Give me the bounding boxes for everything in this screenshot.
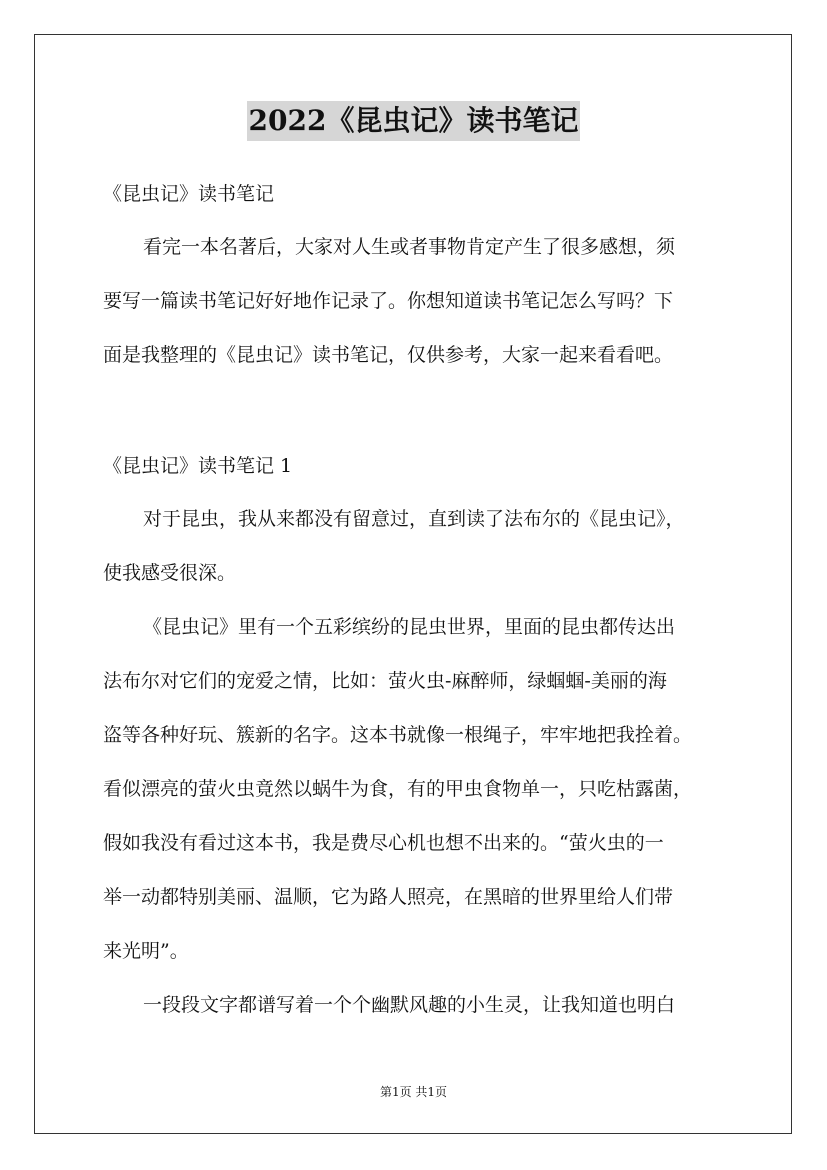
paragraph-line: 假如我没有看过这本书，我是费尽心机也想不出来的。“萤火虫的一	[103, 832, 664, 854]
paragraph-line: 举一动都特别美丽、温顺，它为路人照亮，在黑暗的世界里给人们带	[103, 886, 674, 908]
paragraph-line: 盗等各种好玩、簇新的名字。这本书就像一根绳子，牢牢地把我拴着。	[103, 724, 693, 746]
document-title: 2022《昆虫记》读书笔记	[247, 101, 581, 141]
intro-line: 要写一篇读书笔记好好地作记录了。你想知道读书笔记怎么写吗？下	[103, 290, 674, 312]
paragraph-line: 看似漂亮的萤火虫竟然以蜗牛为食，有的甲虫食物单一，只吃枯露菌，	[103, 778, 693, 800]
page-footer: 第1页 共1页	[379, 1085, 448, 1099]
title-container	[0, 101, 827, 141]
paragraph-line: 对于昆虫，我从来都没有留意过，直到读了法布尔的《昆虫记》，	[143, 508, 685, 530]
paragraph-line: 法布尔对它们的宠爱之情，比如：萤火虫-麻醉师，绿蝈蝈-美丽的海	[103, 670, 667, 692]
paragraph-line: 来光明”。	[103, 940, 189, 962]
paragraph-line: 使我感受很深。	[103, 562, 237, 584]
intro-line: 面是我整理的《昆虫记》读书笔记，仅供参考，大家一起来看看吧。	[103, 344, 674, 366]
document-subtitle: 《昆虫记》读书笔记	[103, 183, 275, 205]
paragraph-line: 《昆虫记》里有一个五彩缤纷的昆虫世界，里面的昆虫都传达出	[143, 616, 676, 638]
intro-line: 看完一本名著后，大家对人生或者事物肯定产生了很多感想，须	[143, 236, 676, 258]
paragraph-line: 一段段文字都谱写着一个个幽默风趣的小生灵，让我知道也明白	[143, 994, 676, 1016]
section-heading: 《昆虫记》读书笔记 1	[103, 455, 293, 477]
